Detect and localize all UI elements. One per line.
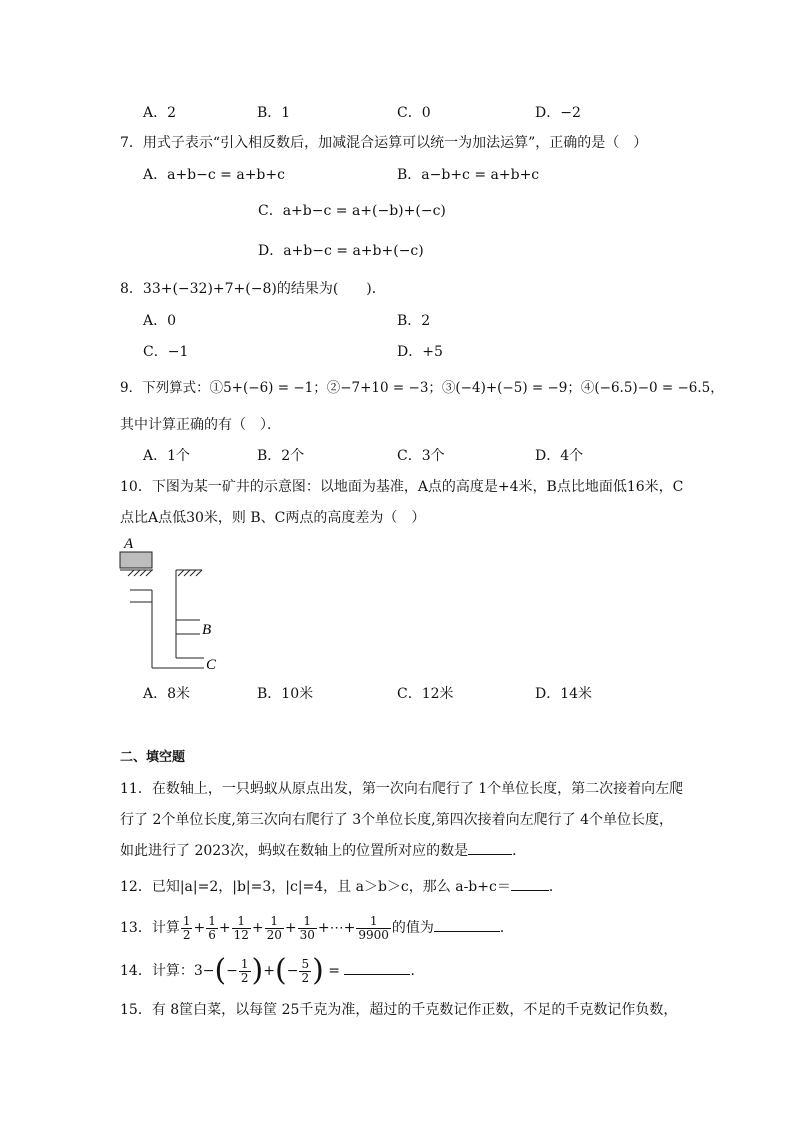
q8-option-b: B．2 <box>397 313 431 329</box>
q11-line1: 11．在数轴上，一只蚂蚁从原点出发，第一次向右爬行了 1个单位长度，第二次接着向左爬 <box>120 781 684 797</box>
q13-frac-5: $\frac{1}{30}$ <box>299 913 315 942</box>
q13-suffix: 的值为 <box>391 920 434 936</box>
diagram-label-c: C <box>206 657 217 673</box>
q13-frac-3: $\frac{1}{12}$ <box>233 913 249 942</box>
q13-frac-2: $\frac{1}{6}$ <box>208 913 216 942</box>
q10-option-a: A．8米 <box>143 686 191 702</box>
q9-option-b: B．2个 <box>257 448 305 464</box>
q11-answer-blank[interactable] <box>468 841 512 855</box>
q13-frac-1: $\frac{1}{2}$ <box>182 913 191 942</box>
q14: 14．计算：3−(− $\frac{1}{2}$ )+(− $\frac{5}{2}$ ) = ． <box>120 953 425 988</box>
q13-answer-blank[interactable] <box>434 918 500 932</box>
q14-frac-1: $\frac{1}{2}$ <box>240 956 249 985</box>
q13: 13．计算 $\frac{1}{2}$ + $\frac{1}{6}$ + $\frac{1}{12}$ + $\frac{1}{20}$ + $\frac{1}{30}$ +⋯+ $\frac{1}{9900}$ 的值为 ． <box>120 913 514 942</box>
q10-option-c: C．12米 <box>397 686 454 702</box>
q10-line1: 10．下图为某一矿井的示意图：以地面为基准，A点的高度是+4米，B点比地面低16米，C <box>120 479 684 495</box>
q7-stem: 7．用式子表示“引入相反数后，加减混合运算可以统一为加法运算”，正确的是（ ） <box>120 135 648 151</box>
q12: 12．已知|a|=2，|b|=3，|c|=4，且 a＞b＞c，那么 a-b+c＝ ． <box>120 879 563 895</box>
mine-diagram <box>110 532 240 680</box>
q9-option-c: C．3个 <box>397 448 445 464</box>
q12-text: 12．已知|a|=2，|b|=3，|c|=4，且 a＞b＞c，那么 a-b+c＝ <box>120 879 511 895</box>
section-fill-in-title: 二、填空题 <box>120 750 186 765</box>
q9-option-a: A．1个 <box>143 448 191 464</box>
q7-option-a: A．a+b−c = a+b+c <box>143 167 285 183</box>
q14-frac-2: $\frac{5}{2}$ <box>301 956 310 985</box>
diagram-label-b: B <box>202 622 212 638</box>
q10-option-b: B．10米 <box>257 686 314 702</box>
q11-line3: 如此进行了 2023次，蚂蚁在数轴上的位置所对应的数是 ． <box>120 843 527 859</box>
q12-answer-blank[interactable] <box>511 877 549 891</box>
q13-frac-4: $\frac{1}{20}$ <box>266 913 282 942</box>
diagram-label-a: A <box>124 536 134 552</box>
q13-prefix: 13．计算 <box>120 920 180 936</box>
q8-option-c: C．−1 <box>143 344 189 360</box>
q9-stem: 9．下列算式：①5+(−6) = −1；②−7+10 = −3；③(−4)+(−5) = −9；④(−6.5)−0 = −6.5， <box>120 380 724 396</box>
ground-hatch-left <box>128 570 152 576</box>
q14-answer-blank[interactable] <box>344 961 410 975</box>
q13-frac-last: $\frac{1}{9900}$ <box>358 913 389 942</box>
q15-text: 15．有 8筐白菜，以每筐 25千克为准，超过的千克数记作正数，不足的千克数记作负数， <box>120 1002 678 1018</box>
q11-line2: 行了 2个单位长度,第三次向右爬行了 3个单位长度,第四次接着向左爬行了 4个单位长度， <box>120 812 673 828</box>
q7-option-b: B．a−b+c = a+b+c <box>397 167 540 183</box>
q13-ellipsis: +⋯+ <box>317 920 356 936</box>
diagram-block-a <box>120 552 152 568</box>
q7-option-c: C．a+b−c = a+(−b)+(−c) <box>258 203 446 219</box>
q7-option-d: D．a+b−c = a+b+(−c) <box>258 243 424 259</box>
q9-line2: 其中计算正确的有（ ）． <box>120 417 281 433</box>
q11-line3-text: 如此进行了 2023次，蚂蚁在数轴上的位置所对应的数是 <box>120 843 469 859</box>
q8-option-d: D．+5 <box>397 344 443 360</box>
q9-option-d: D．4个 <box>535 448 584 464</box>
q8-stem: 8．33+(−32)+7+(−8)的结果为( )． <box>120 281 386 297</box>
q14-prefix: 14．计算：3− <box>120 963 215 979</box>
ground-hatch-right <box>178 570 202 576</box>
q10-line2: 点比A点低30米，则 B、C两点的高度差为（ ） <box>120 510 426 526</box>
q6-option-d: D．−2 <box>535 105 581 121</box>
q10-option-d: D．14米 <box>535 686 593 702</box>
q6-option-b: B．1 <box>257 105 291 121</box>
q6-option-a: A．2 <box>143 105 177 121</box>
q6-option-c: C．0 <box>397 105 431 121</box>
q8-option-a: A．0 <box>143 313 177 329</box>
